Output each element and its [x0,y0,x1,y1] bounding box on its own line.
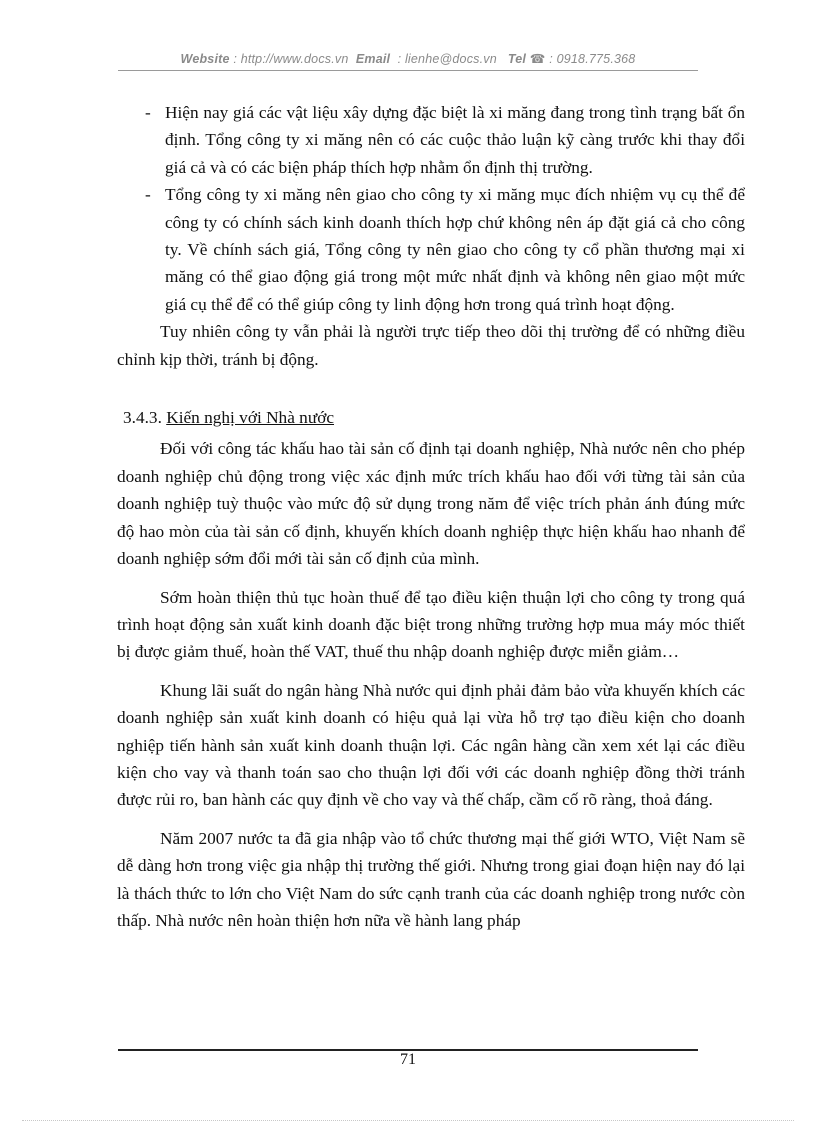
section-title: Kiến nghị với Nhà nước [166,408,335,428]
header-divider [118,70,698,71]
email-label: Email [355,52,391,66]
page-header [0,51,816,66]
bullet-dash: - [145,103,151,122]
page-number: 71 [400,1051,416,1068]
tel-value: ☎ : 0918.775.368 [529,52,636,66]
paragraph: Tuy nhiên công ty vẫn phải là người trực tiếp theo dõi thị trường để có những điều chỉnh kịp thời, tránh bị động. [117,322,745,369]
email-value: : lienhe@docs.vn [397,52,497,66]
document-body [117,99,745,934]
page-bottom-border [22,1120,794,1121]
bullet-text: Tổng công ty xi măng nên giao cho công ty xi măng mục đích nhiệm vụ cụ thể để công ty có chính sách kinh doanh thích hợp chứ không nên áp đặt giá cả cho công ty. Về chính sách giá, Tổng công ty nên giao cho công ty cổ phần thương mại xi măng có thể giao động giá trong một mức nhất định và không nên giao một mức giá cụ thể để có thể giúp công ty linh động hơn trong quá trình hoạt động. [165,185,745,314]
section-number: 3.4.3. [123,408,162,428]
website-value: : http://www.docs.vn [233,52,349,66]
website-label: Website [180,52,230,66]
bullet-dash: - [145,185,151,205]
bullet-item [117,99,745,181]
paragraph: Khung lãi suất do ngân hàng Nhà nước qui định phải đảm bảo vừa khuyến khích các doanh nghiệp sản xuất kinh doanh có hiệu quả lại vừa hỗ trợ tạo điều kiện cho doanh nghiệp tiến hành sản xuất kinh doanh thuận lợi. Các ngân hàng cần xem xét lại các điều kiện cho vay và thanh toán sao cho thuận lợi đối với các doanh nghiệp đồng thời tránh được rủi ro, ban hành các quy định về cho vay và thế chấp, cầm cố rõ ràng, thoả đáng. [117,680,745,810]
bullet-text: Hiện nay giá các vật liệu xây dựng đặc biệt là xi măng đang trong tình trạng bất ổn định. Tổng công ty xi măng nên có các cuộc thảo luận kỹ càng trước khi thay đổi giá cả và có các biện pháp thích hợp nhằm ổn định thị trường. [165,103,745,177]
paragraph: Đối với công tác khấu hao tài sản cố định tại doanh nghiệp, Nhà nước nên cho phép doanh nghiệp chủ động trong việc xác định mức trích khấu hao đối với từng tài sản của doanh nghiệp tuỳ thuộc vào mức độ sử dụng trong năm để việc trích phản ánh đúng mức độ hao mòn của tài sản cố định, khuyến khích doanh nghiệp thực hiện khấu hao nhanh để doanh nghiệp sớm đổi mới tài sản cố định của mình. [117,439,745,569]
tel-label: Tel [507,52,527,66]
bullet-item [117,181,745,318]
paragraph: Năm 2007 nước ta đã gia nhập vào tổ chức thương mại thế giới WTO, Việt Nam sẽ dễ dàng hơn trong việc gia nhập thị trường thế giới. Nhưng trong giai đoạn hiện nay đó lại là thách thức to lớn cho Việt Nam do sức cạnh tranh của các doanh nghiệp trong nước còn thấp. Nhà nước nên hoàn thiện hơn nữa về hành lang pháp [117,828,745,930]
paragraph: Sớm hoàn thiện thủ tục hoàn thuế để tạo điều kiện thuận lợi cho công ty trong quá trình hoạt động sản xuất kinh doanh đặc biệt trong những trường hợp mua máy móc thiết bị được giảm thuế, hoàn thế VAT, thuế thu nhập doanh nghiệp được miễn giảm… [117,587,745,662]
section-heading [117,404,745,431]
